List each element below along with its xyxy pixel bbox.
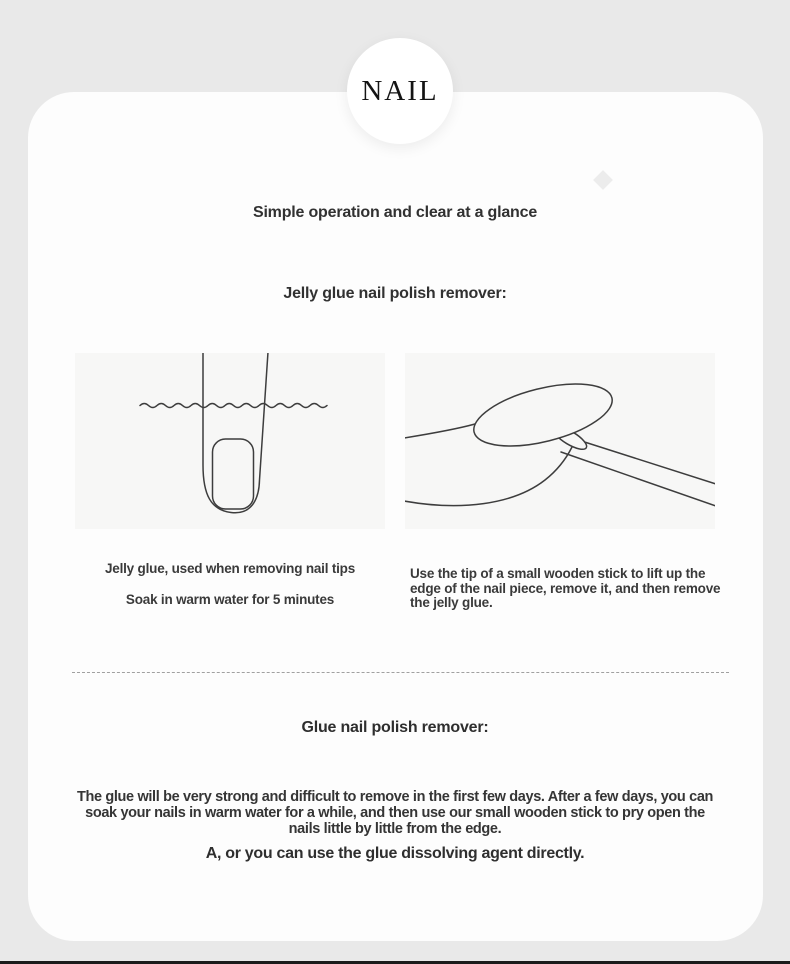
glue-remover-note: A, or you can use the glue dissolving agent directly. [205, 845, 585, 862]
brand-logo-text: NAIL [361, 74, 439, 107]
soak-caption-line1: Jelly glue, used when removing nail tips [104, 561, 356, 576]
soak-caption-line2: Soak in warm water for 5 minutes [125, 592, 335, 607]
intro-heading: Simple operation and clear at a glance [252, 204, 538, 221]
finger-soaking-in-water-icon [75, 353, 385, 529]
glue-remover-title: Glue nail polish remover: [301, 719, 489, 736]
soak-illustration-panel [75, 353, 385, 529]
dashed-divider [72, 672, 729, 673]
jelly-remover-title: Jelly glue nail polish remover: [283, 285, 507, 302]
lift-caption: Use the tip of a small wooden stick to lift up the edge of the nail piece, remove it, and then remove the jelly glue. [410, 566, 721, 610]
soak-captions [75, 561, 385, 607]
wooden-stick-lifting-nail-icon [405, 353, 715, 529]
lift-illustration-panel [405, 353, 715, 529]
glue-remover-body: The glue will be very strong and difficult to remove in the first few days. After a few days, you can soak your nails in warm water for a while, and then use our small wooden stick to pry open the nails little by little from the edge. [76, 789, 714, 837]
brand-badge [347, 38, 453, 144]
